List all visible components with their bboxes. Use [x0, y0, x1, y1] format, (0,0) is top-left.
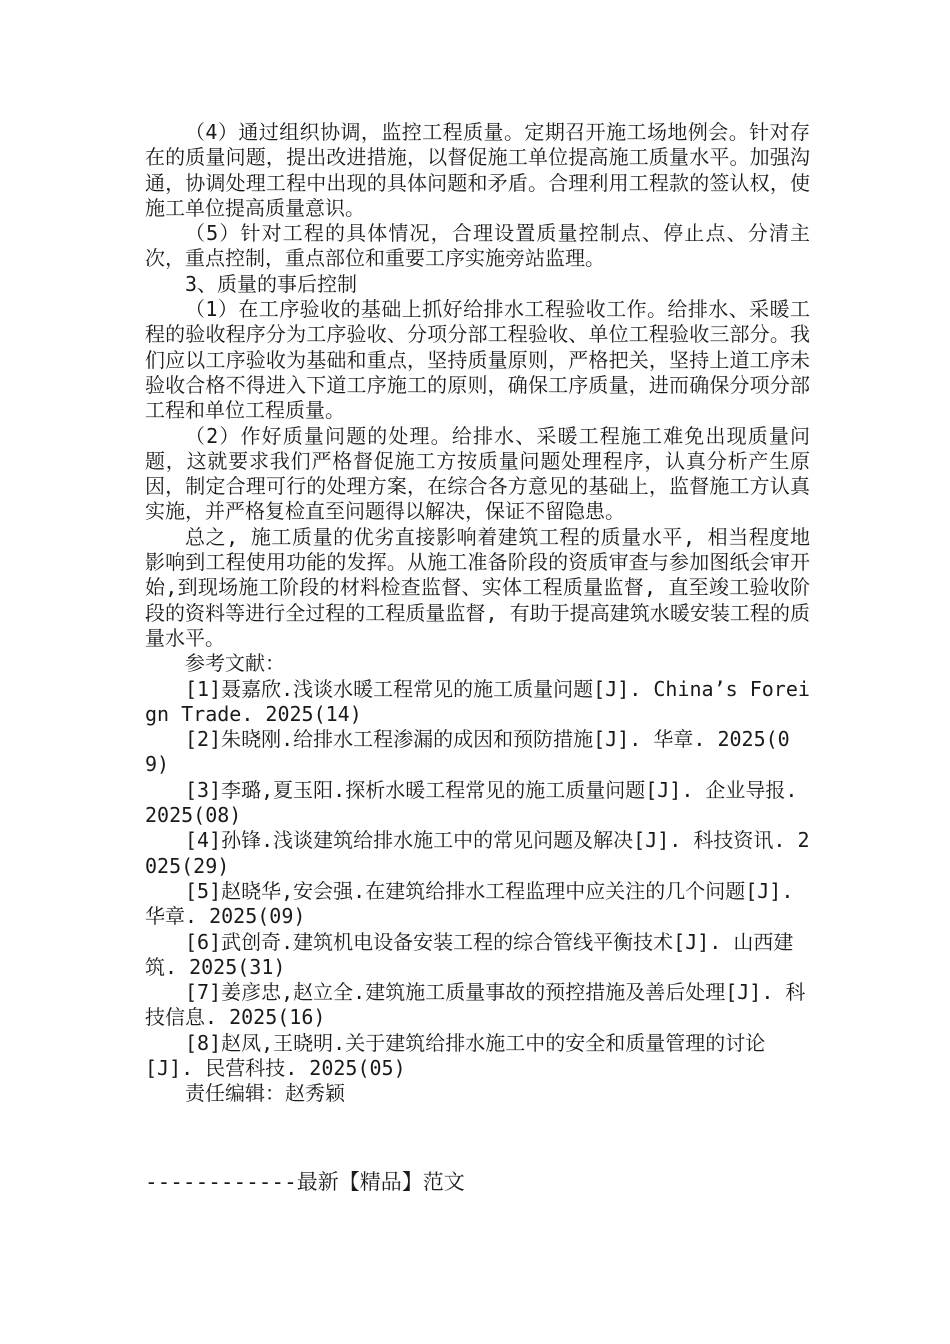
reference-item-4: [4]孙锋.浅谈建筑给排水施工中的常见问题及解决[J]. 科技资讯. 2025(29) — [145, 828, 810, 878]
paragraph-5: （5）针对工程的具体情况，合理设置质量控制点、停止点、分清主次，重点控制，重点部位和重要工序实施旁站监理。 — [145, 221, 810, 271]
editor-line: 责任编辑：赵秀颖 — [185, 1081, 345, 1106]
reference-item-5: [5]赵晓华,安会强.在建筑给排水工程监理中应关注的几个问题[J]. 华章. 2025(09) — [145, 878, 794, 929]
section-3-paragraph-2: （2）作好质量问题的处理。给排水、采暖工程施工难免出现质量问题，这就要求我们严格督促施工方按质量问题处理程序，认真分析产生原因，制定合理可行的处理方案，在综合各方意见的基础上，监督施工方认真实施，并严格复检直至问题得以解决，保证不留隐患。 — [145, 423, 810, 524]
summary-paragraph: 总之, 施工质量的优劣直接影响着建筑工程的质量水平, 相当程度地影响到工程使用功能的发挥。从施工准备阶段的资质审查与参加图纸会审开始,到现场施工阶段的材料检查监督、实体工程质量监督, 直至竣工验收阶段的资料等进行全过程的工程质量监督, 有助于提高建筑水暖安装工程的质量水平。 — [145, 524, 810, 650]
section-3-paragraph-1: （1）在工序验收的基础上抓好给排水工程验收工作。给排水、采暖工程的验收程序分为工序验收、分项分部工程验收、单位工程验收三部分。我们应以工序验收为基础和重点，坚持质量原则，严格把关，坚持上道工序未验收合格不得进入下道工序施工的原则，确保工序质量，进而确保分项分部工程和单位工程质量。 — [145, 297, 810, 423]
footer-mark: ------------最新【精品】范文 — [145, 1170, 465, 1194]
paragraph-4: （4）通过组织协调，监控工程质量。定期召开施工场地例会。针对存在的质量问题，提出改进措施，以督促施工单位提高施工质量水平。加强沟通，协调处理工程中出现的具体问题和矛盾。合理利用工程款的签认权，使施工单位提高质量意识。 — [145, 120, 810, 220]
reference-item-2: [2]朱晓刚.给排水工程渗漏的成因和预防措施[J]. 华章. 2025(09) — [145, 727, 790, 777]
reference-item-1: [1]聂嘉欣.浅谈水暖工程常见的施工质量问题[J]. China’s Foreign Trade. 2025(14) — [145, 676, 810, 726]
reference-item-6: [6]武创奇.建筑机电设备安装工程的综合管线平衡技术[J]. 山西建筑. 2025(31) — [145, 929, 794, 979]
section-3-heading: 3、质量的事后控制 — [185, 271, 358, 296]
reference-item-3: [3]李璐,夏玉阳.探析水暖工程常见的施工质量问题[J]. 企业导报. 2025(08) — [145, 777, 798, 828]
reference-item-8: [8]赵凤,王晓明.关于建筑给排水施工中的安全和质量管理的讨论[J]. 民营科技. 2025(05) — [145, 1030, 766, 1080]
document-page — [145, 120, 810, 1107]
reference-item-7: [7]姜彦忠,赵立全.建筑施工质量事故的预控措施及善后处理[J]. 科技信息. 2025(16) — [145, 980, 806, 1030]
references-heading: 参考文献： — [185, 651, 285, 676]
